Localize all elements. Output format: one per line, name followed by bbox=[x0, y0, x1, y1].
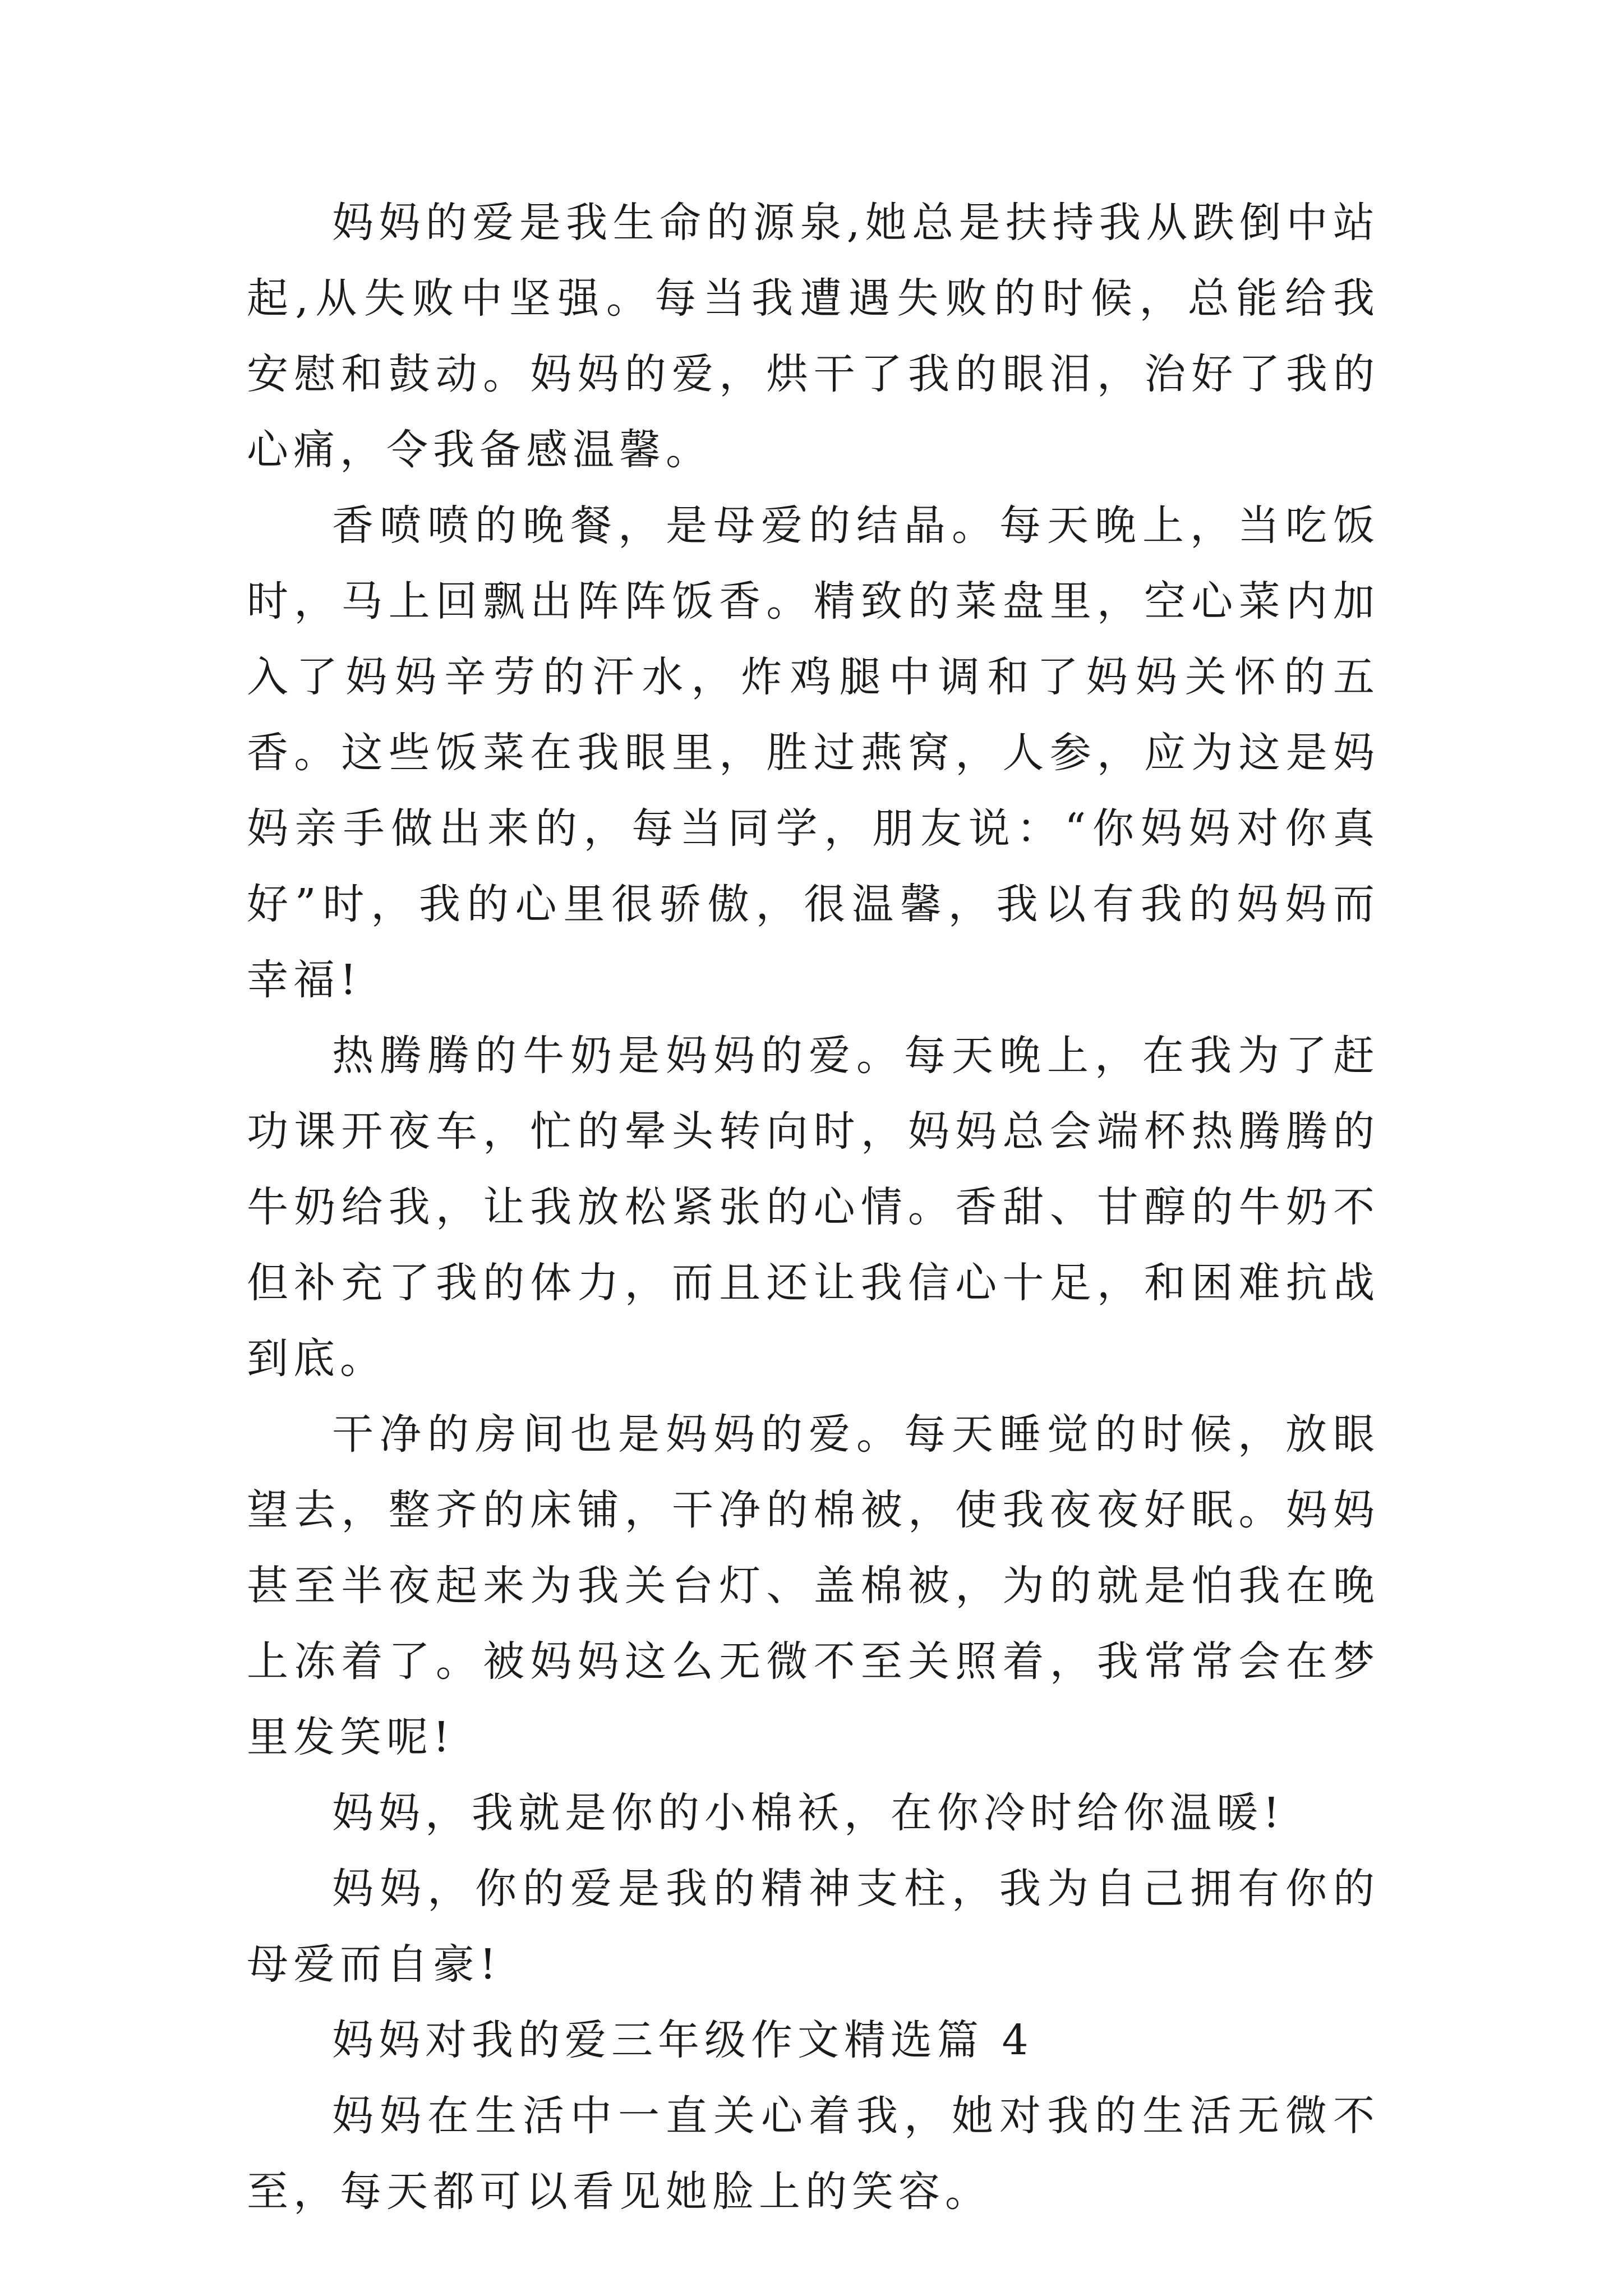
paragraph: 热腾腾的牛奶是妈妈的爱。每天晚上，在我为了赶功课开夜车，忙的晕头转向时，妈妈总会端杯热腾腾的牛奶给我，让我放松紧张的心情。香甜、甘醇的牛奶不但补充了我的体力，而且还让我信心十足，和困难抗战到底。 bbox=[247, 1032, 1380, 1383]
paragraph: 妈妈，我就是你的小棉袄，在你冷时给你温暖! bbox=[332, 1789, 1285, 1837]
paragraph: 妈妈，你的爱是我的精神支柱，我为自己拥有你的母爱而自豪! bbox=[247, 1865, 1380, 1989]
paragraph: 干净的房间也是妈妈的爱。每天睡觉的时候，放眼望去，整齐的床铺，干净的棉被，使我夜夜好眠。妈妈甚至半夜起来为我关台灯、盖棉被，为的就是怕我在晚上冻着了。被妈妈这么无微不至关照着，我常常会在梦里发笑呢! bbox=[247, 1410, 1380, 1761]
body-text bbox=[247, 185, 1380, 2230]
paragraph: 妈妈的爱是我生命的源泉,她总是扶持我从跌倒中站起,从失败中坚强。每当我遭遇失败的时候，总能给我安慰和鼓动。妈妈的爱，烘干了我的眼泪，治好了我的心痛，令我备感温馨。 bbox=[247, 199, 1380, 474]
paragraph: 香喷喷的晚餐，是母爱的结晶。每天晚上，当吃饭时，马上回飘出阵阵饭香。精致的菜盘里，空心菜内加入了妈妈辛劳的汗水，炸鸡腿中调和了妈妈关怀的五香。这些饭菜在我眼里，胜过燕窝，人参，应为这是妈妈亲手做出来的，每当同学，朋友说：“你妈妈对你真好”时，我的心里很骄傲，很温馨，我以有我的妈妈而幸福! bbox=[247, 501, 1380, 1004]
paragraph: 妈妈在生活中一直关心着我，她对我的生活无微不至，每天都可以看见她脸上的笑容。 bbox=[247, 2092, 1380, 2216]
section-heading: 妈妈对我的爱三年级作文精选篇 4 bbox=[332, 2016, 1034, 2064]
